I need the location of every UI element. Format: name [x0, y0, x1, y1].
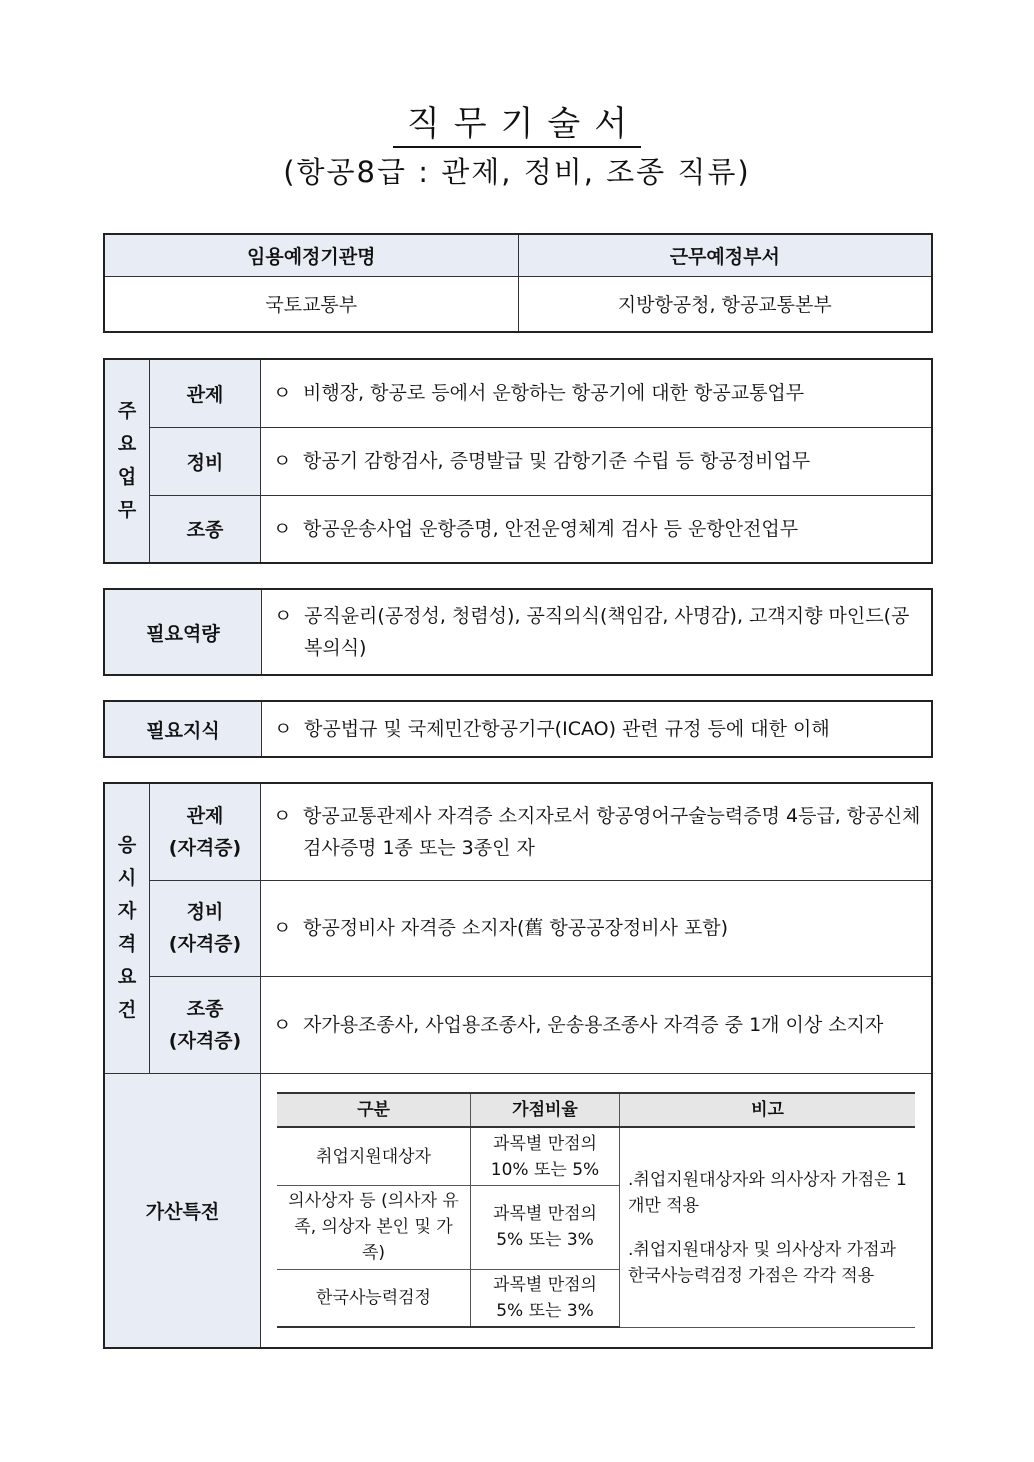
requirement-description: ㅇ 자가용조종사, 사업용조종사, 운송용조종사 자격증 중 1개 이상 소지자: [261, 976, 933, 1073]
document-title: 직무기술서: [0, 96, 1034, 145]
bonus-category: 한국사능력검정: [277, 1269, 471, 1327]
requirements-table: [103, 782, 933, 1349]
duty-name: 조종: [150, 495, 261, 563]
competency-table: [103, 588, 933, 676]
knowledge-label: 필요지식: [104, 701, 262, 757]
bonus-ratio: 과목별 만점의 5% 또는 3%: [471, 1269, 620, 1327]
document-subtitle: (항공8급 : 관제, 정비, 조종 직류): [283, 155, 751, 189]
bonus-header-category: 구분: [277, 1093, 471, 1127]
org-department-value: 지방항공청, 항공교통본부: [518, 276, 932, 332]
bonus-label: 가산특전: [104, 1073, 261, 1348]
bonus-note-2: .취업지원대상자 및 의사상자 가점과 한국사능력검정 가점은 각각 적용: [628, 1239, 896, 1286]
org-table: [103, 233, 933, 333]
org-agency-value: 국토교통부: [104, 276, 518, 332]
duty-description: ㅇ 항공기 감항검사, 증명발급 및 감항기준 수립 등 항공정비업무: [261, 427, 933, 495]
bonus-category: 취업지원대상자: [277, 1127, 471, 1185]
knowledge-text: ㅇ 항공법규 및 국제민간항공기구(ICAO) 관련 규정 등에 대한 이해: [262, 701, 933, 757]
duty-name: 정비: [150, 427, 261, 495]
requirement-name: 조종 (자격증): [150, 976, 261, 1073]
competency-text: ㅇ 공직윤리(공정성, 청렴성), 공직의식(책임감, 사명감), 고객지향 마인드(공복의식): [262, 589, 933, 675]
bonus-header-ratio: 가점비율: [471, 1093, 620, 1127]
requirements-label: 응시자격요건: [104, 783, 150, 1073]
requirement-description: ㅇ 항공정비사 자격증 소지자(舊 항공공장정비사 포함): [261, 880, 933, 976]
bonus-header-note: 비고: [620, 1093, 916, 1127]
competency-label: 필요역량: [104, 589, 262, 675]
requirement-name: 관제 (자격증): [150, 783, 261, 880]
duties-label: 주요업무: [104, 359, 150, 563]
bonus-note-1: .취업지원대상자와 의사상자 가점은 1개만 적용: [628, 1169, 907, 1216]
bonus-ratio: 과목별 만점의 10% 또는 5%: [471, 1127, 620, 1185]
duties-table: [103, 358, 933, 564]
bonus-cell: [261, 1073, 933, 1348]
org-header-agency: 임용예정기관명: [104, 234, 518, 276]
bonus-note: [620, 1127, 916, 1327]
knowledge-table: [103, 700, 933, 758]
requirement-name: 정비 (자격증): [150, 880, 261, 976]
bonus-ratio: 과목별 만점의 5% 또는 3%: [471, 1185, 620, 1269]
bonus-category: 의사상자 등 (의사자 유족, 의상자 본인 및 가족): [277, 1185, 471, 1269]
requirement-description: ㅇ 항공교통관제사 자격증 소지자로서 항공영어구술능력증명 4등급, 항공신체검사증명 1종 또는 3종인 자: [261, 783, 933, 880]
duty-name: 관제: [150, 359, 261, 427]
duty-description: ㅇ 항공운송사업 운항증명, 안전운영체계 검사 등 운항안전업무: [261, 495, 933, 563]
duty-description: ㅇ 비행장, 항공로 등에서 운항하는 항공기에 대한 항공교통업무: [261, 359, 933, 427]
org-header-department: 근무예정부서: [518, 234, 932, 276]
bonus-table: [277, 1092, 915, 1328]
